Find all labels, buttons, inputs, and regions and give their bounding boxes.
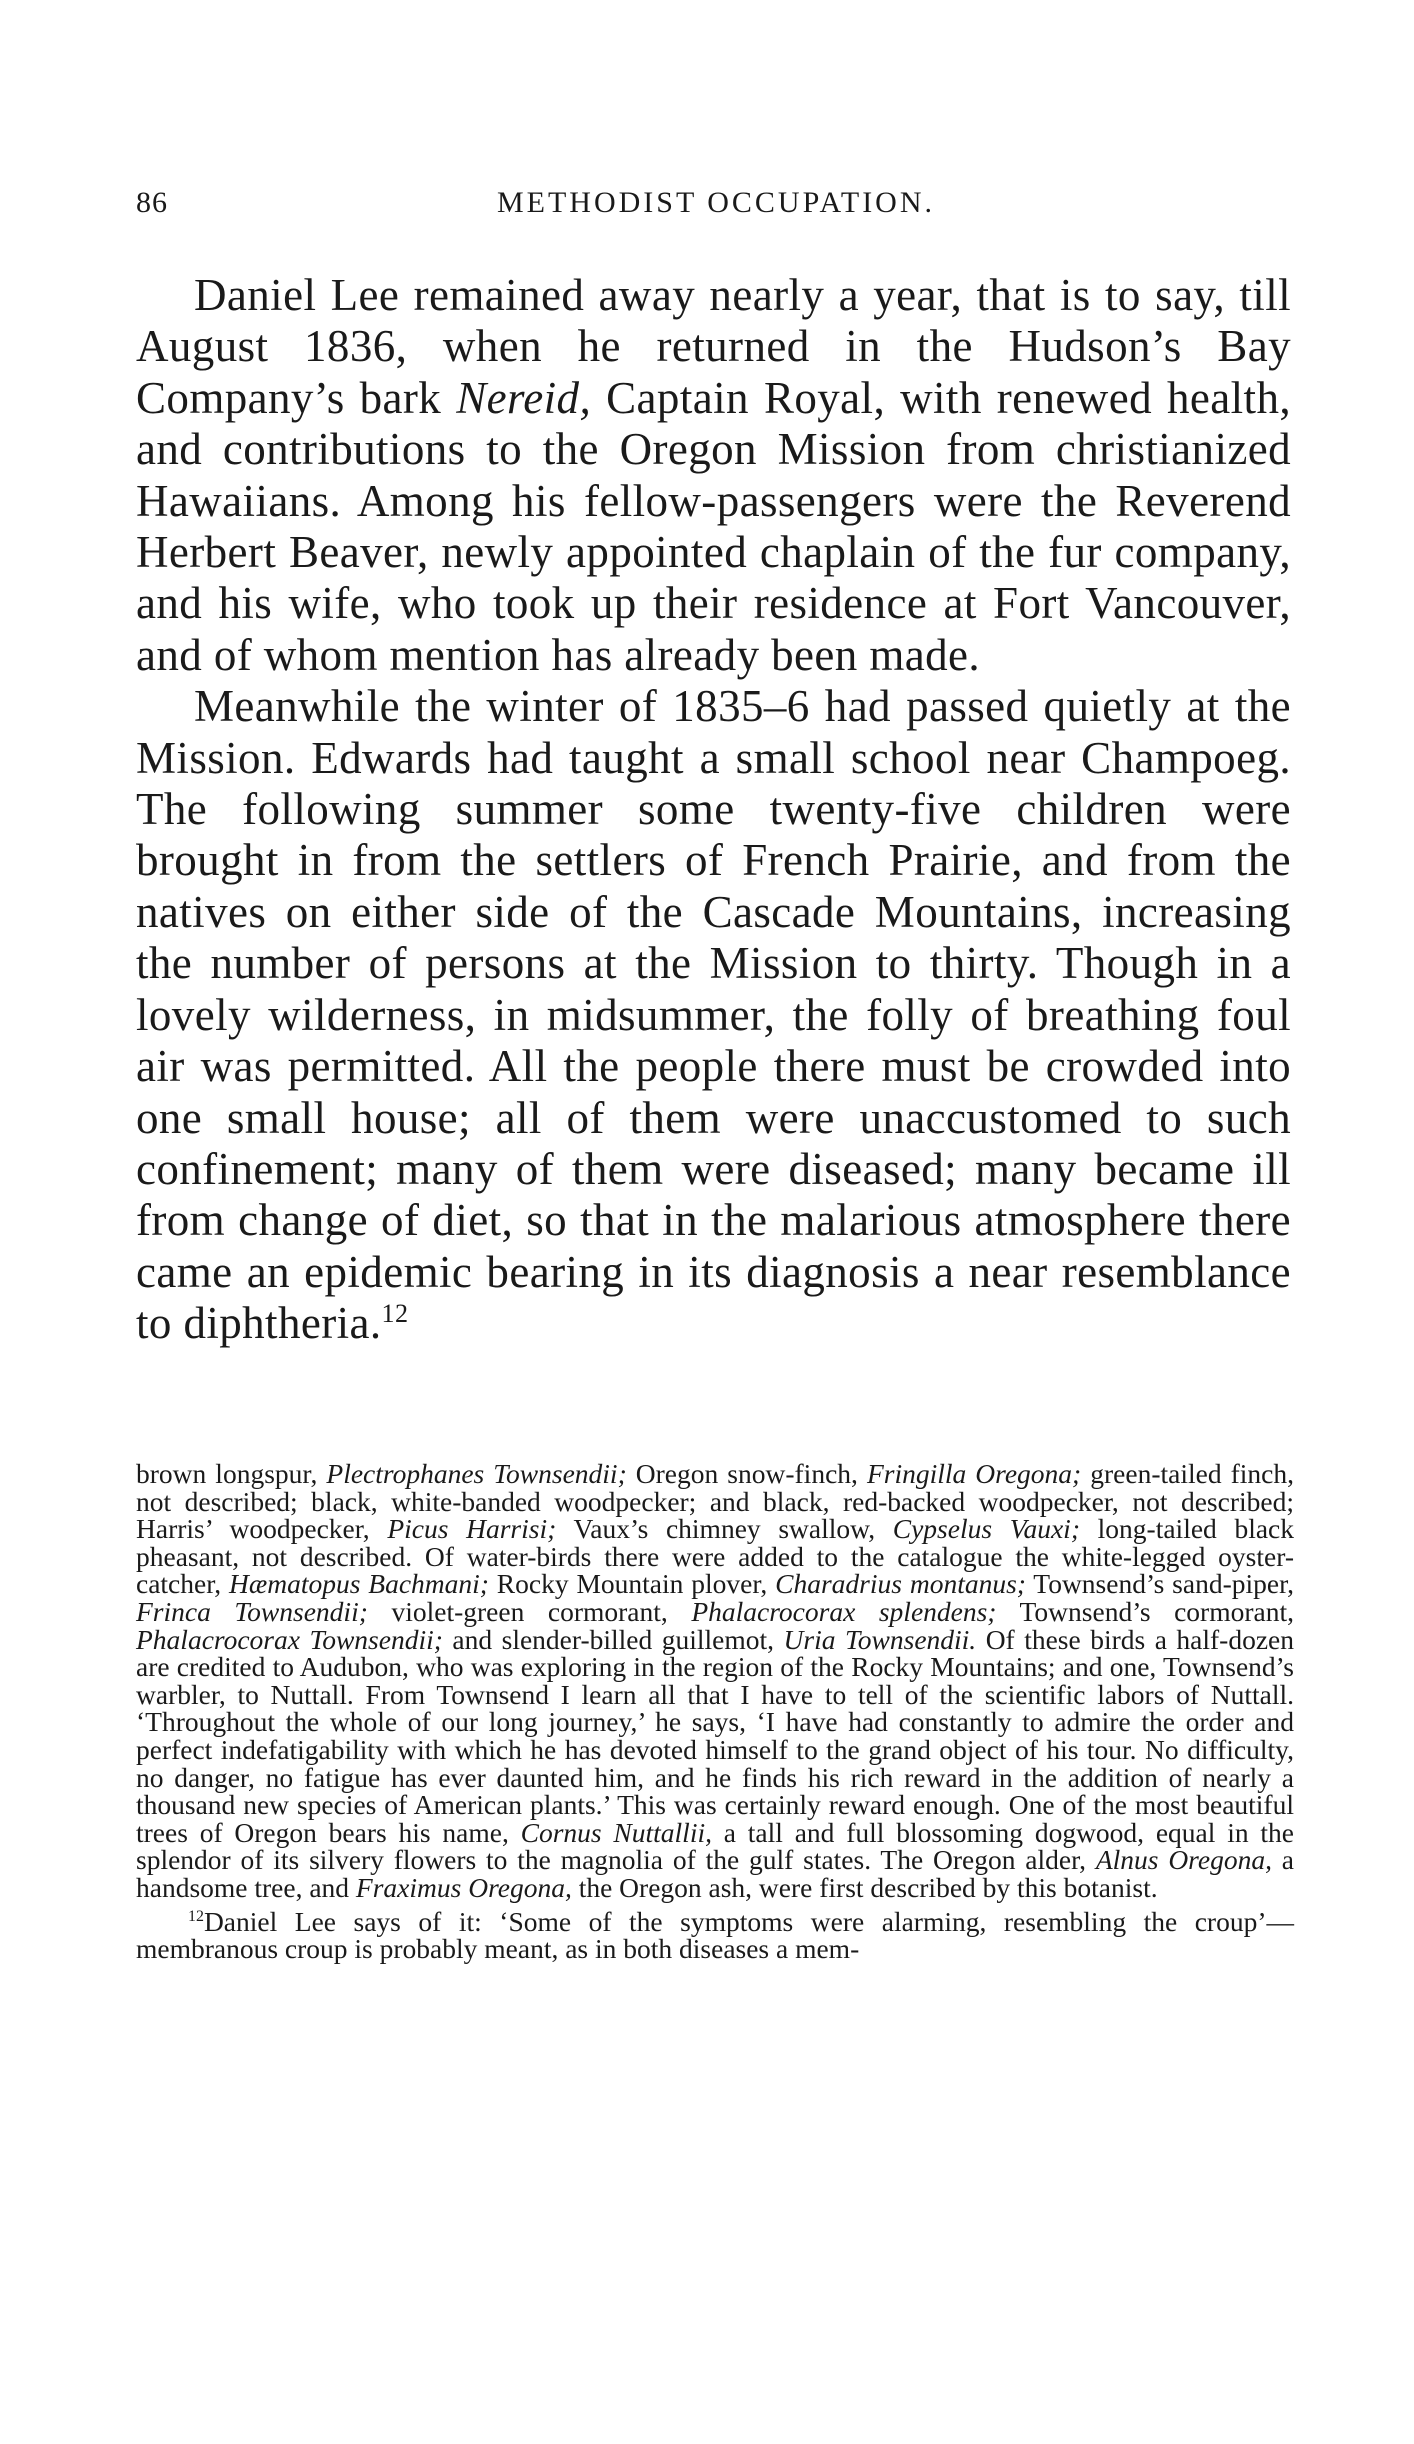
species-name: Alnus Oregona,	[1095, 1844, 1272, 1876]
footnote-text: the Oregon ash, were first described by this botanist.	[571, 1871, 1158, 1903]
paragraph-1	[136, 270, 1291, 681]
species-name: Fringilla Oregona;	[866, 1458, 1082, 1489]
footnote-text: long-tailed black pheasant, not described. Of water-birds there were added to the catalogue the white-legged oyster-catcher,	[136, 1513, 1295, 1600]
footnote-12-text: Daniel Lee says of it: ‘Some of the symptoms were alarming, resembling the croup’—membranous croup is probably meant, as in both diseases a mem-	[136, 1905, 1294, 1965]
species-name: Phalacrocorax Townsendii;	[136, 1623, 443, 1655]
footnote-text: Of these birds a half-dozen are credited to Audubon, who was exploring in the region of the Rocky Mountains; and one, Townsend’s warbler, to Nuttall. From Townsend I learn all that I have to tell of the scientific labors of Nuttall. ‘Throughout the whole of our long journey,’ he says, ‘I have had constantly to admire the order and perfect indefatigability with which he has devoted himself to the grand object of his tour. No difficulty, no danger, no fatigue has ever daunted him, and he finds his rich reward in the addition of nearly a thousand new species of American plants.’ This was certainly reward enough. One of the most beautiful trees of Oregon bears his name,	[136, 1623, 1294, 1848]
paragraph-2-text: Meanwhile the winter of 1835–6 had passed quietly at the Mission. Edwards had taught a small school near Champoeg. The following summer some twenty-five children were brought in from the settlers of French Prairie, and from the natives on either side of the Cascade Mountains, increasing the number of persons at the Mission to thirty. Though in a lovely wilderness, in midsummer, the folly of breathing foul air was permitted. All the people there must be crowded into one small house; all of them were unaccustomed to such confinement; many of them were diseased; many became ill from change of diet, so that in the malarious atmosphere there came an epidemic bearing in its diagnosis a near resemblance to diphtheria.	[136, 681, 1291, 1349]
footnote-number: 12	[188, 1907, 204, 1925]
species-name: Fraximus Oregona,	[355, 1871, 572, 1903]
footnote-text: a tall and full blossoming dogwood, equal in the splendor of its silvery flowers to the magnolia of the gulf states. The Oregon alder,	[136, 1816, 1294, 1876]
paragraph-1-rest: Captain Royal, with renewed health, and contributions to the Oregon Mission from christianized Hawaiians. Among his fellow-passengers were the Reverend Herbert Beaver, newly appointed chaplain of the fur company, and his wife, who took up their residence at Fort Vancouver, and of whom mention has already been made.	[136, 372, 1292, 680]
species-name: Picus Harrisi;	[387, 1513, 557, 1545]
footnote-text: Rocky Mountain plover,	[488, 1568, 776, 1600]
species-name: Cornus Nuttallii,	[520, 1816, 712, 1848]
footnote-text: and slender-billed guillemot,	[442, 1623, 784, 1655]
footnote-12	[136, 1905, 1294, 1965]
species-name: Frinca Townsendii;	[136, 1595, 368, 1627]
species-name: Cypselus Vauxi;	[892, 1513, 1080, 1545]
paragraph-2	[136, 681, 1291, 1349]
footnote-text: brown longspur,	[136, 1458, 327, 1489]
footnote-text: green-tailed finch, not described; black, white-banded woodpecker; and black, red-backed woodpecker, not described; Harris’ woodpecker,	[136, 1458, 1294, 1545]
page-header	[136, 186, 1296, 230]
main-text	[136, 270, 1291, 1350]
footnote-text: Townsend’s cormorant,	[996, 1595, 1294, 1627]
footnotes	[136, 1460, 1294, 1963]
ship-name: Nereid,	[456, 372, 592, 423]
page-number: 86	[136, 186, 168, 219]
species-name: Phalacrocorax splendens;	[691, 1595, 997, 1627]
species-name: Uria Townsendii.	[783, 1623, 977, 1655]
paragraph-1-text: Daniel Lee remained away nearly a year, that is to say, till August 1836, when he returned in the Hudson’s Bay Company’s bark	[136, 270, 1291, 423]
footnote-text: Oregon snow-finch,	[626, 1458, 867, 1489]
footnote-continued	[136, 1460, 1294, 1902]
species-name: Charadrius montanus;	[775, 1568, 1026, 1600]
footnote-reference[interactable]: 12	[381, 1299, 409, 1329]
footnote-text: violet-green cormorant,	[367, 1595, 692, 1627]
footnote-text: Townsend’s sand-piper,	[1025, 1568, 1294, 1600]
species-name: Plectrophanes Townsendii;	[326, 1458, 627, 1489]
species-name: Hæmatopus Bachmani;	[229, 1568, 489, 1600]
running-title: METHODIST OCCUPATION.	[496, 186, 936, 219]
footnote-text: a handsome tree, and	[136, 1844, 1294, 1903]
footnote-text: Vaux’s chimney swallow,	[556, 1513, 893, 1545]
